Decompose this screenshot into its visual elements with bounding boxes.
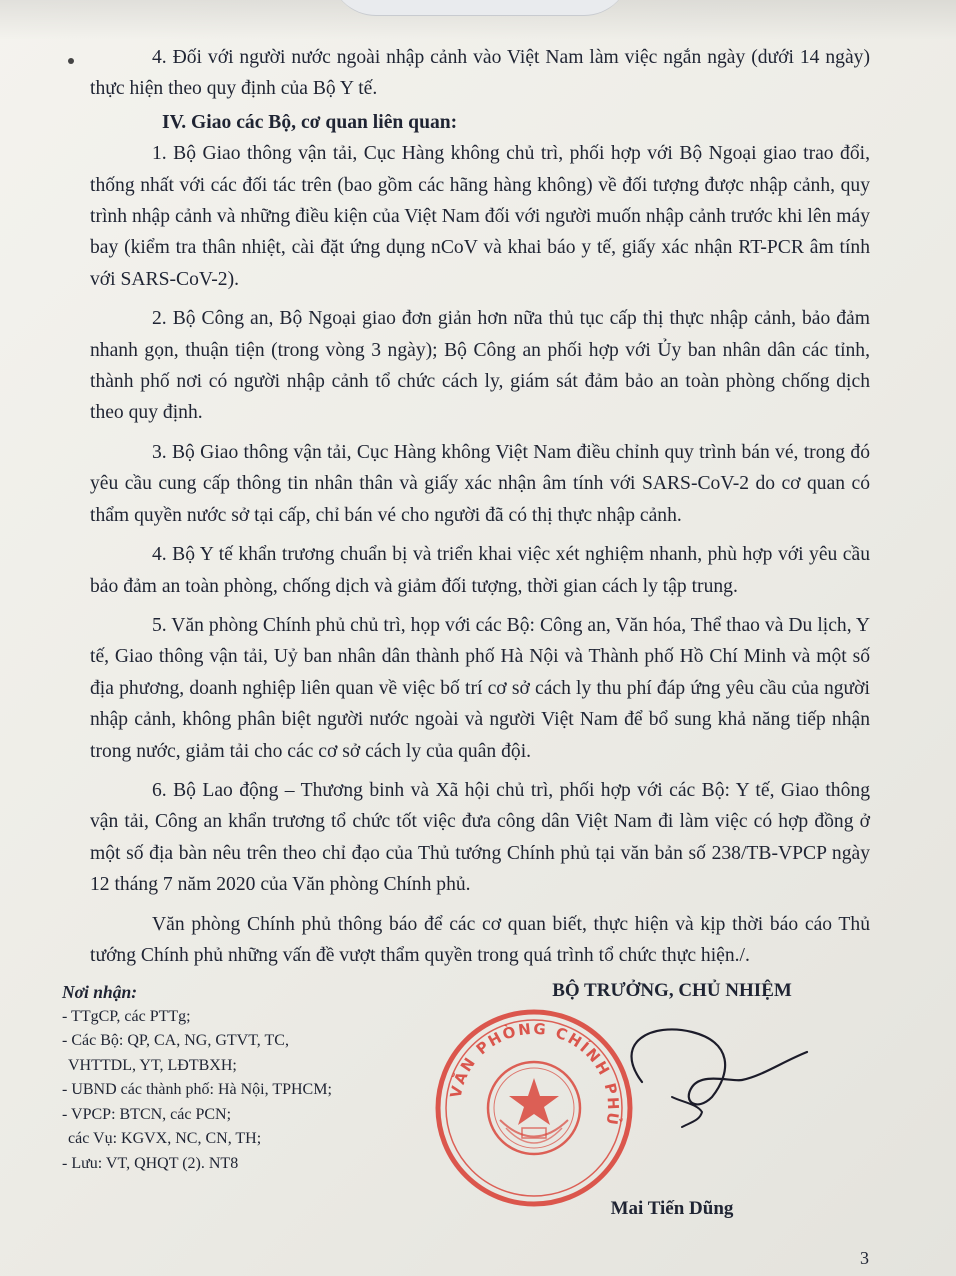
signer-name: Mai Tiến Dũng	[610, 1198, 734, 1219]
paragraph-closing: Văn phòng Chính phủ thông báo để các cơ quan biết, thực hiện và kịp thời báo cáo Thủ tướng Chính phủ những vấn đề vượt thẩm quyền trong quá trình tổ chức thực hiện./.	[90, 913, 870, 966]
recipient-line: - UBND các thành phố: Hà Nội, TPHCM;	[62, 1081, 332, 1098]
recipient-line: - Các Bộ: QP, CA, NG, GTVT, TC,	[62, 1032, 289, 1049]
recipient-line: - TTgCP, các PTTg;	[62, 1007, 191, 1025]
seal-text: VĂN PHÒNG CHÍNH PHỦ	[446, 1019, 623, 1128]
signer-title: BỘ TRƯỞNG, CHỦ NHIỆM	[552, 980, 792, 1001]
punch-mark	[68, 58, 74, 64]
recipient-line: - Lưu: VT, QHQT (2). NT8	[62, 1154, 239, 1172]
recipient-line: - VPCP: BTCN, các PCN;	[62, 1105, 232, 1123]
signature-block	[62, 980, 922, 1240]
recipient-line: VHTTDL, YT, LĐTBXH;	[68, 1056, 237, 1074]
document-page	[90, 42, 870, 971]
paragraph-transport-ministry: 1. Bộ Giao thông vận tải, Cục Hàng không chủ trì, phối hợp với Bộ Ngoại giao trao đổi, thống nhất với các đối tác trên (bao gồm các hãng hàng không) về đối tượng được nhập cảnh, quy trình nhập cảnh và những điều kiện của Việt Nam đối với người muốn nhập cảnh trước khi lên máy bay (kiểm tra thân nhiệt, cài đặt ứng dụng nCoV và khai báo y tế, giấy xác nhận RT-PCR âm tính với SARS-CoV-2).	[90, 143, 870, 290]
section-iv-heading: IV. Giao các Bộ, cơ quan liên quan:	[162, 111, 458, 133]
recipient-line: các Vụ: KGVX, NC, CN, TH;	[68, 1130, 262, 1147]
paragraph-labour-ministry: 6. Bộ Lao động – Thương binh và Xã hội chủ trì, phối hợp với các Bộ: Y tế, Giao thông vận tải, Công an khẩn trương tổ chức tốt việc đưa công dân Việt Nam đi làm việc có hợp đồng ở một số địa bàn nêu trên theo chỉ đạo của Thủ tướng Chính phủ tại văn bản số 238/TB-VPCP ngày 12 tháng 7 năm 2020 của Văn phòng Chính phủ.	[90, 779, 870, 896]
paragraph-public-security: 2. Bộ Công an, Bộ Ngoại giao đơn giản hơn nữa thủ tục cấp thị thực nhập cảnh, bảo đảm nhanh gọn, thuận tiện (trong vòng 3 ngày); Bộ Công an phối hợp với Ủy ban nhân dân các tỉnh, thành phố nơi có người nhập cảnh tổ chức cách ly, giám sát đảm bảo an toàn phòng chống dịch theo quy định.	[90, 308, 870, 424]
recipients-title: Nơi nhận:	[62, 982, 138, 1002]
page-number: 3	[860, 1248, 869, 1268]
paragraph-government-office: 5. Văn phòng Chính phủ chủ trì, họp với các Bộ: Công an, Văn hóa, Thể thao và Du lịch, Y tế, Giao thông vận tải, Uỷ ban nhân dân thành phố Hà Nội và Thành phố Hồ Chí Minh và một số địa phương, doanh nghiệp liên quan về việc bố trí cơ sở cách ly thu phí đáp ứng yêu cầu của người nhập cảnh, không phân biệt người nước ngoài và người Việt Nam để bổ sung khả năng tiếp nhận trong nước, giảm tải cho các cơ sở cách ly của quân đội.	[90, 614, 870, 762]
paragraph-health-ministry: 4. Bộ Y tế khẩn trương chuẩn bị và triển khai việc xét nghiệm nhanh, phù hợp với yêu cầu bảo đảm an toàn phòng, chống dịch và giảm đối tượng, thời gian cách ly tập trung.	[90, 544, 870, 597]
recipients-list	[62, 980, 422, 1176]
paragraph-ticket-sales: 3. Bộ Giao thông vận tải, Cục Hàng không Việt Nam điều chỉnh quy trình bán vé, trong đó yêu cầu cung cấp thông tin nhân thân và giấy xác nhận âm tính với SARS-CoV-2 do cơ quan có thẩm quyền nước sở tại cấp, chỉ bán vé cho người đã có thị thực nhập cảnh.	[90, 441, 870, 526]
handwritten-signature-icon	[582, 1002, 822, 1152]
paragraph-4-foreigners: 4. Đối với người nước ngoài nhập cảnh vào Việt Nam làm việc ngắn ngày (dưới 14 ngày) thực hiện theo quy định của Bộ Y tế.	[90, 47, 870, 100]
desk-object	[330, 0, 630, 16]
